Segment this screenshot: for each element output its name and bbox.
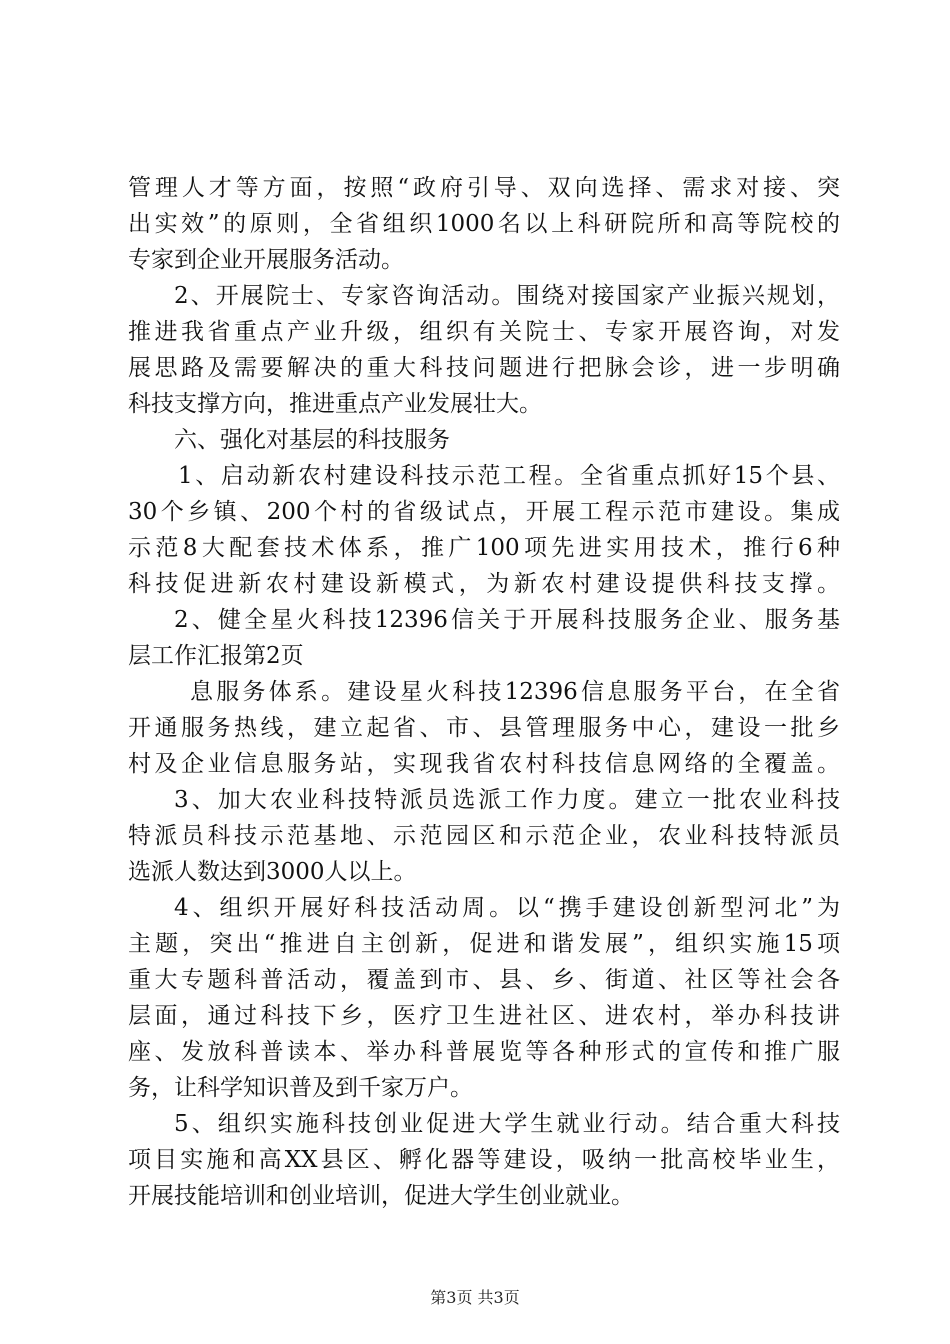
text-line: 科技支撑方向，推进重点产业发展壮大。 [128, 391, 542, 417]
text-line: 特派员科技示范基地、示范园区和示范企业，农业科技特派员 [128, 823, 840, 849]
text-line: 座、发放科普读本、举办科普展览等各种形式的宣传和推广服 [128, 1039, 840, 1065]
text-line: 息服务体系。建设星火科技12396信息服务平台，在全省 [190, 679, 840, 705]
text-line: 项目实施和高XX县区、孵化器等建设，吸纳一批高校毕业生， [128, 1147, 840, 1173]
text-line: 村及企业信息服务站，实现我省农村科技信息网络的全覆盖。 [128, 751, 840, 777]
text-line: 2、开展院士、专家咨询活动。围绕对接国家产业振兴规划， [174, 283, 840, 309]
text-line: 科技促进新农村建设新模式，为新农村建设提供科技支撑。 [128, 571, 840, 597]
text-line: 示范8大配套技术体系，推广100项先进实用技术，推行6种 [128, 535, 840, 561]
text-line: 选派人数达到3000人以上。 [128, 859, 417, 885]
text-line: 5、组织实施科技创业促进大学生就业行动。结合重大科技 [174, 1111, 840, 1137]
page-footer: 第3页 共3页 [430, 1288, 520, 1307]
text-line: 3、加大农业科技特派员选派工作力度。建立一批农业科技 [174, 787, 840, 813]
text-line: 专家到企业开展服务活动。 [128, 247, 404, 273]
section-heading: 六、强化对基层的科技服务 [174, 427, 450, 453]
text-line: 主题，突出“推进自主创新，促进和谐发展”，组织实施15项 [128, 931, 840, 957]
text-line: 出实效”的原则，全省组织1000名以上科研院所和高等院校的 [128, 211, 840, 237]
text-line: 1、启动新农村建设科技示范工程。全省重点抓好15个县、 [178, 463, 840, 489]
text-line: 层面，通过科技下乡，医疗卫生进社区、进农村，举办科技讲 [128, 1003, 840, 1029]
text-line: 推进我省重点产业升级，组织有关院士、专家开展咨询，对发 [128, 319, 840, 345]
text-line: 务，让科学知识普及到千家万户。 [128, 1075, 473, 1101]
text-line: 2、健全星火科技12396信关于开展科技服务企业、服务基 [174, 607, 840, 633]
text-line: 层工作汇报第2页 [128, 643, 304, 669]
text-line: 展思路及需要解决的重大科技问题进行把脉会诊，进一步明确 [128, 355, 840, 381]
text-line: 4、组织开展好科技活动周。以“携手建设创新型河北”为 [174, 895, 840, 921]
text-line: 开展技能培训和创业培训，促进大学生创业就业。 [128, 1183, 634, 1209]
text-line: 重大专题科普活动，覆盖到市、县、乡、街道、社区等社会各 [128, 967, 840, 993]
text-line: 开通服务热线，建立起省、市、县管理服务中心，建设一批乡 [128, 715, 840, 741]
text-line: 管理人才等方面，按照“政府引导、双向选择、需求对接、突 [128, 175, 840, 201]
text-line: 30个乡镇、200个村的省级试点，开展工程示范市建设。集成 [128, 499, 840, 525]
body-text [128, 170, 840, 1214]
